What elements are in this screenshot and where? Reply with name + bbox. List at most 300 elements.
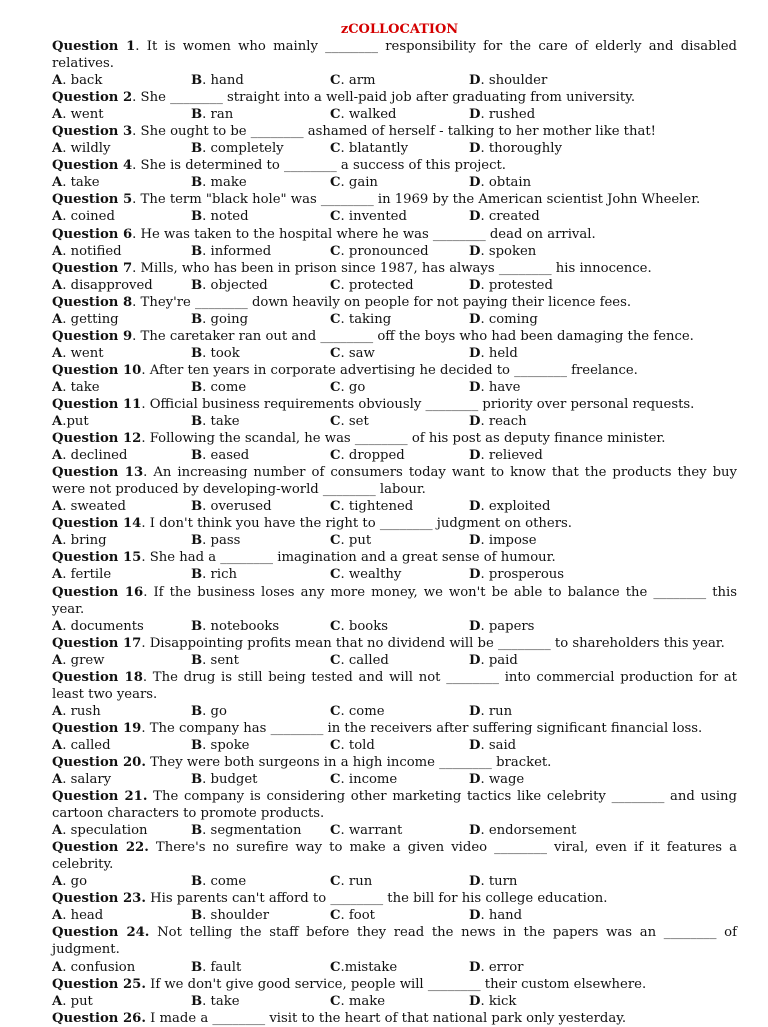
option-text: shoulder <box>488 73 548 89</box>
question-stem <box>52 396 737 413</box>
option-text: budget <box>210 772 258 788</box>
option-text: pronounced <box>348 243 429 259</box>
option-separator: . <box>340 533 349 549</box>
question-stem <box>52 720 737 737</box>
question-block <box>52 89 737 123</box>
answer-option <box>330 413 469 430</box>
answer-option <box>191 174 330 191</box>
answer-option <box>330 345 469 362</box>
answer-option <box>191 498 330 515</box>
option-separator: . <box>340 73 349 89</box>
answer-option <box>330 993 469 1010</box>
answer-options <box>52 498 737 515</box>
option-letter: D <box>469 209 481 225</box>
answer-option <box>469 498 737 515</box>
answer-options <box>52 72 737 89</box>
option-letter: B <box>191 533 203 549</box>
answer-option <box>191 907 330 924</box>
option-separator: . <box>340 311 349 327</box>
option-separator: . <box>340 959 345 975</box>
option-separator: . <box>480 874 489 890</box>
option-letter: B <box>191 175 203 191</box>
option-letter: B <box>191 209 203 225</box>
question-block <box>52 123 737 157</box>
option-separator: . <box>340 499 349 515</box>
question-text: . Mills, who has been in prison since 1987, has always ________ his innocence. <box>132 260 652 276</box>
answer-option <box>330 703 469 720</box>
answer-option <box>469 737 737 754</box>
answer-option <box>52 311 191 328</box>
option-separator: . <box>480 533 489 549</box>
answer-option <box>469 277 737 294</box>
answer-option <box>469 959 737 976</box>
answer-option <box>469 345 737 362</box>
question-block <box>52 430 737 464</box>
question-block <box>52 720 737 754</box>
answer-option <box>330 873 469 890</box>
option-text: go <box>210 703 227 719</box>
answer-option <box>191 106 330 123</box>
option-separator: . <box>202 448 211 464</box>
option-separator: . <box>480 73 489 89</box>
answer-option <box>469 243 737 260</box>
question-label: Question 8 <box>52 294 133 310</box>
option-letter: A <box>52 737 63 753</box>
option-separator: . <box>62 73 71 89</box>
option-text: segmentation <box>210 823 302 839</box>
answer-option <box>330 822 469 839</box>
answer-option <box>191 140 330 157</box>
answer-option <box>330 174 469 191</box>
option-letter: B <box>191 908 203 924</box>
option-separator: . <box>480 209 489 225</box>
option-letter: A <box>52 567 63 583</box>
option-separator: . <box>62 533 71 549</box>
option-letter: C <box>330 993 341 1009</box>
question-text: . It is women who mainly ________ responsibility for the care of elderly and disabled relatives. <box>52 39 737 72</box>
answer-option <box>191 652 330 669</box>
option-letter: D <box>469 618 481 634</box>
option-letter: D <box>469 959 481 975</box>
question-label: Question 26. <box>52 1010 146 1026</box>
option-letter: B <box>191 73 203 89</box>
option-separator: . <box>340 345 349 361</box>
option-separator: . <box>202 533 211 549</box>
answer-options <box>52 277 737 294</box>
answer-option <box>469 532 737 549</box>
question-label: Question 3 <box>52 124 133 140</box>
answer-option <box>191 703 330 720</box>
question-label: Question 6 <box>52 226 133 242</box>
option-text: reach <box>488 414 527 430</box>
option-letter: D <box>469 379 481 395</box>
option-separator: . <box>202 107 211 123</box>
option-text: getting <box>70 311 119 327</box>
question-text: . She ________ straight into a well-paid job after graduating from university. <box>132 90 636 106</box>
answer-options <box>52 447 737 464</box>
option-separator: . <box>340 772 349 788</box>
answer-option <box>191 345 330 362</box>
option-text: make <box>210 175 247 191</box>
option-separator: . <box>202 823 211 839</box>
question-text: . The company has ________ in the receivers after suffering significant financial loss. <box>141 720 703 736</box>
option-letter: D <box>469 311 481 327</box>
question-text: . An increasing number of consumers today want to know that the products they buy were not produced by developing-world ________ labour. <box>52 465 737 498</box>
question-stem <box>52 328 737 345</box>
question-block <box>52 754 737 788</box>
answer-option <box>469 140 737 157</box>
answer-option <box>330 532 469 549</box>
answer-option <box>191 771 330 788</box>
option-text: tightened <box>348 499 414 515</box>
option-text: spoke <box>210 737 250 753</box>
question-text: His parents can't afford to ________ the bill for his college education. <box>145 891 608 907</box>
answer-option <box>469 174 737 191</box>
answer-options <box>52 311 737 328</box>
answer-option <box>52 140 191 157</box>
option-separator: . <box>62 107 71 123</box>
option-separator: . <box>62 499 71 515</box>
option-separator: . <box>340 379 349 395</box>
option-text: coming <box>488 311 538 327</box>
option-letter: B <box>191 277 203 293</box>
option-text: completely <box>210 141 284 157</box>
option-letter: A <box>52 243 63 259</box>
question-stem <box>52 839 737 873</box>
question-block <box>52 157 737 191</box>
answer-option <box>469 771 737 788</box>
option-letter: C <box>330 414 341 430</box>
answer-options <box>52 652 737 669</box>
question-block <box>52 38 737 89</box>
option-letter: D <box>469 175 481 191</box>
answer-option <box>469 72 737 89</box>
option-letter: B <box>191 618 203 634</box>
option-text: sweated <box>70 499 126 515</box>
answer-option <box>469 873 737 890</box>
option-text: held <box>488 345 518 361</box>
question-stem <box>52 924 737 958</box>
question-stem <box>52 89 737 106</box>
option-separator: . <box>480 567 489 583</box>
option-separator: . <box>202 73 211 89</box>
option-separator: . <box>480 175 489 191</box>
option-letter: C <box>330 772 341 788</box>
question-label: Question 24. <box>52 925 150 941</box>
answer-options <box>52 822 737 839</box>
answer-option <box>469 447 737 464</box>
option-separator: . <box>340 703 349 719</box>
question-label: Question 20. <box>52 754 146 770</box>
option-text: ran <box>210 107 234 123</box>
option-separator: . <box>62 652 71 668</box>
option-letter: A <box>52 823 63 839</box>
option-separator: . <box>340 414 349 430</box>
option-text: fault <box>210 959 242 975</box>
option-text: pass <box>210 533 241 549</box>
option-text: grew <box>70 652 105 668</box>
answer-option <box>52 379 191 396</box>
option-separator: . <box>62 277 71 293</box>
question-stem <box>52 362 737 379</box>
option-text: went <box>70 345 104 361</box>
option-letter: D <box>469 499 481 515</box>
answer-option <box>330 72 469 89</box>
question-text: I made a ________ visit to the heart of that national park only yesterday. <box>145 1010 627 1026</box>
question-text: The company is considering other marketing tactics like celebrity ________ and using cartoon characters to promote products. <box>52 789 737 822</box>
option-letter: A <box>52 345 63 361</box>
option-letter: A <box>52 652 63 668</box>
answer-option <box>469 311 737 328</box>
option-letter: B <box>191 993 203 1009</box>
answer-option <box>52 208 191 225</box>
option-letter: A <box>52 993 63 1009</box>
option-text: mistake <box>344 959 398 975</box>
question-block <box>52 396 737 430</box>
option-letter: D <box>469 737 481 753</box>
option-text: put <box>66 414 89 430</box>
answer-option <box>469 822 737 839</box>
option-separator: . <box>62 175 71 191</box>
option-letter: C <box>330 345 341 361</box>
option-text: told <box>348 737 375 753</box>
option-letter: B <box>191 448 203 464</box>
answer-option <box>191 566 330 583</box>
question-text: . If the business loses any more money, we won't be able to balance the ________ this year. <box>52 584 737 617</box>
answer-options <box>52 566 737 583</box>
option-separator: . <box>62 772 71 788</box>
option-separator: . <box>480 311 489 327</box>
question-block <box>52 924 737 975</box>
answer-options <box>52 907 737 924</box>
answer-option <box>469 907 737 924</box>
answer-option <box>52 532 191 549</box>
question-text: If we don't give good service, people will ________ their custom elsewhere. <box>145 976 647 992</box>
answer-option <box>191 311 330 328</box>
answer-option <box>52 174 191 191</box>
answer-options <box>52 873 737 890</box>
option-letter: A <box>52 107 63 123</box>
option-text: have <box>488 379 521 395</box>
option-letter: B <box>191 379 203 395</box>
option-letter: B <box>191 823 203 839</box>
option-separator: . <box>202 141 211 157</box>
answer-option <box>52 771 191 788</box>
question-label: Question 19 <box>52 720 142 736</box>
option-letter: A <box>52 618 63 634</box>
answer-option <box>191 993 330 1010</box>
answer-option <box>330 447 469 464</box>
option-text: books <box>348 618 388 634</box>
option-letter: D <box>469 772 481 788</box>
option-text: spoken <box>488 243 537 259</box>
answer-options <box>52 771 737 788</box>
option-separator: . <box>202 618 211 634</box>
option-text: head <box>70 908 104 924</box>
option-separator: . <box>202 567 211 583</box>
option-letter: A <box>52 73 63 89</box>
option-separator: . <box>480 652 489 668</box>
option-text: go <box>70 874 88 890</box>
answer-options <box>52 243 737 260</box>
option-text: thoroughly <box>488 141 562 157</box>
question-stem <box>52 38 737 72</box>
question-block <box>52 584 737 635</box>
option-separator: . <box>62 345 71 361</box>
option-text: come <box>348 703 385 719</box>
option-text: error <box>488 959 524 975</box>
question-label: Question 18 <box>52 669 143 685</box>
option-letter: D <box>469 141 481 157</box>
question-stem <box>52 226 737 243</box>
answer-options <box>52 106 737 123</box>
option-text: took <box>210 345 240 361</box>
option-text: take <box>70 175 100 191</box>
option-separator: . <box>340 874 349 890</box>
answer-option <box>52 873 191 890</box>
question-label: Question 2 <box>52 90 133 106</box>
question-block <box>52 294 737 328</box>
answer-option <box>469 618 737 635</box>
option-letter: A <box>52 908 63 924</box>
option-text: rush <box>70 703 101 719</box>
option-text: disapproved <box>70 277 153 293</box>
answer-options <box>52 532 737 549</box>
answer-option <box>330 106 469 123</box>
option-separator: . <box>480 414 489 430</box>
answer-option <box>191 447 330 464</box>
question-label: Question 12 <box>52 431 142 447</box>
option-separator: . <box>62 703 71 719</box>
option-text: notified <box>70 243 122 259</box>
option-separator: . <box>202 175 211 191</box>
option-letter: A <box>52 277 63 293</box>
option-letter: B <box>191 703 203 719</box>
question-stem <box>52 294 737 311</box>
question-block <box>52 226 737 260</box>
option-letter: B <box>191 243 203 259</box>
option-text: objected <box>210 277 268 293</box>
answer-option <box>469 652 737 669</box>
question-stem <box>52 635 737 652</box>
option-letter: C <box>330 499 341 515</box>
answer-option <box>330 771 469 788</box>
option-separator: . <box>340 737 349 753</box>
option-separator: . <box>62 874 71 890</box>
option-separator: . <box>340 277 349 293</box>
answer-option <box>330 618 469 635</box>
option-letter: D <box>469 107 481 123</box>
option-separator: . <box>62 414 67 430</box>
answer-option <box>52 277 191 294</box>
option-text: go <box>348 379 366 395</box>
question-label: Question 14 <box>52 516 142 532</box>
option-letter: C <box>330 737 341 753</box>
option-text: back <box>70 73 103 89</box>
option-text: hand <box>210 73 244 89</box>
option-letter: D <box>469 823 481 839</box>
question-stem <box>52 430 737 447</box>
answer-option <box>469 566 737 583</box>
option-letter: D <box>469 533 481 549</box>
option-text: wildly <box>70 141 111 157</box>
option-text: come <box>210 874 247 890</box>
option-text: salary <box>70 772 112 788</box>
option-letter: C <box>330 874 341 890</box>
option-text: sent <box>210 652 239 668</box>
option-text: walked <box>348 107 397 123</box>
question-label: Question 4 <box>52 158 133 174</box>
question-block <box>52 839 737 890</box>
option-letter: A <box>52 448 63 464</box>
question-block <box>52 328 737 362</box>
option-letter: A <box>52 175 63 191</box>
option-text: hand <box>488 908 523 924</box>
option-letter: D <box>469 703 481 719</box>
option-separator: . <box>480 823 489 839</box>
question-text: . She ought to be ________ ashamed of herself - talking to her mother like that! <box>132 124 656 140</box>
option-text: taking <box>348 311 392 327</box>
answer-option <box>330 566 469 583</box>
option-separator: . <box>480 618 489 634</box>
question-block <box>52 362 737 396</box>
option-text: set <box>348 414 369 430</box>
option-letter: D <box>469 448 481 464</box>
option-separator: . <box>202 959 211 975</box>
question-stem <box>52 754 737 771</box>
option-text: impose <box>488 533 537 549</box>
option-letter: B <box>191 772 203 788</box>
option-text: protested <box>488 277 553 293</box>
question-stem <box>52 669 737 703</box>
question-block <box>52 788 737 839</box>
option-letter: B <box>191 107 203 123</box>
option-letter: A <box>52 703 63 719</box>
option-letter: D <box>469 243 481 259</box>
answer-option <box>52 72 191 89</box>
option-text: come <box>210 379 247 395</box>
question-label: Question 5 <box>52 192 133 208</box>
answer-option <box>191 243 330 260</box>
option-text: prosperous <box>488 567 565 583</box>
option-separator: . <box>480 448 489 464</box>
option-separator: . <box>62 993 71 1009</box>
option-text: endorsement <box>488 823 577 839</box>
option-separator: . <box>480 737 489 753</box>
option-text: income <box>348 772 398 788</box>
option-text: created <box>488 209 540 225</box>
option-letter: C <box>330 107 341 123</box>
answer-option <box>52 566 191 583</box>
option-separator: . <box>202 772 211 788</box>
answer-option <box>469 413 737 430</box>
option-letter: C <box>330 277 341 293</box>
option-text: blatantly <box>348 141 409 157</box>
answer-option <box>52 447 191 464</box>
question-text: . Official business requirements obviously ________ priority over personal requests. <box>141 396 695 412</box>
question-stem <box>52 976 737 993</box>
option-separator: . <box>480 379 489 395</box>
option-letter: C <box>330 823 341 839</box>
question-stem <box>52 464 737 498</box>
question-text: . The term "black hole" was ________ in 1969 by the American scientist John Wheeler. <box>132 192 701 208</box>
option-text: noted <box>210 209 249 225</box>
answer-option <box>469 379 737 396</box>
option-separator: . <box>202 243 211 259</box>
option-separator: . <box>62 311 71 327</box>
option-letter: C <box>330 379 341 395</box>
question-stem <box>52 191 737 208</box>
